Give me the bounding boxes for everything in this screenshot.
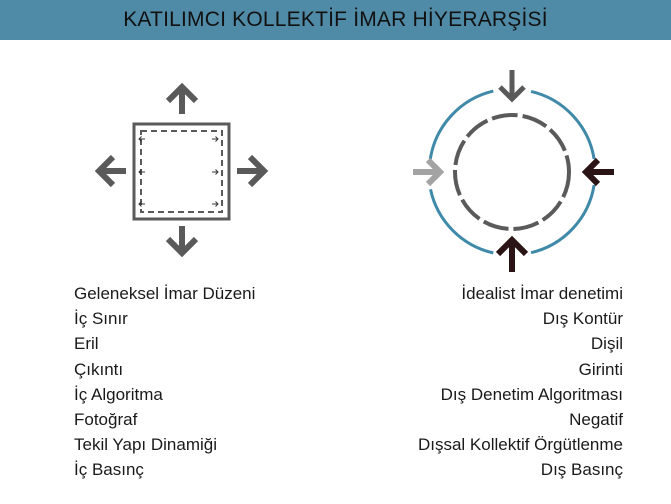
list-item: Negatif: [569, 410, 623, 430]
left-term-list: [74, 281, 255, 483]
page-title: KATILIMCI KOLLEKTİF İMAR HİYERARŞİSİ: [123, 8, 548, 31]
list-item: Girinti: [578, 359, 623, 379]
list-item: Eril: [74, 334, 99, 354]
list-item: Dişil: [590, 334, 623, 354]
list-item: İç Sınır: [74, 309, 128, 329]
right-term-list: [418, 281, 623, 483]
inner-dashed-square: [141, 131, 222, 212]
list-item: Dış Basınç: [540, 460, 623, 480]
blue-arc-bottom-left: [431, 189, 494, 253]
list-item: Dış Denetim Algoritması: [440, 384, 623, 404]
list-item: İç Algoritma: [74, 384, 163, 404]
arrow-left-inward-icon: [586, 160, 614, 184]
list-item: Dış Kontür: [542, 309, 623, 329]
list-item: Çıkıntı: [74, 359, 124, 379]
inner-left-arrows-icon: [139, 137, 145, 207]
arrow-down-inward-icon: [500, 70, 524, 99]
dashed-circle: [455, 115, 569, 229]
list-item: Dışsal Kollektif Örgütlenme: [417, 435, 623, 455]
list-item: İdealist İmar denetimi: [461, 284, 623, 303]
square-outward-arrows-icon: [99, 87, 264, 253]
list-item: Geleneksel İmar Düzeni: [74, 284, 256, 303]
list-item: Tekil Yapı Dinamiği: [74, 435, 217, 455]
arrow-up-inward-icon: [498, 240, 526, 272]
list-item: Fotoğraf: [74, 410, 138, 430]
arrow-left-icon: [99, 157, 126, 185]
arrow-right-inward-icon: [413, 160, 440, 184]
arrow-down-icon: [168, 226, 196, 253]
inner-right-arrows-icon: [212, 137, 218, 207]
circle-inward-arrows-icon: [413, 70, 614, 272]
arrow-right-icon: [237, 157, 264, 185]
arrow-up-icon: [168, 87, 196, 114]
list-item: İç Basınç: [74, 460, 144, 480]
